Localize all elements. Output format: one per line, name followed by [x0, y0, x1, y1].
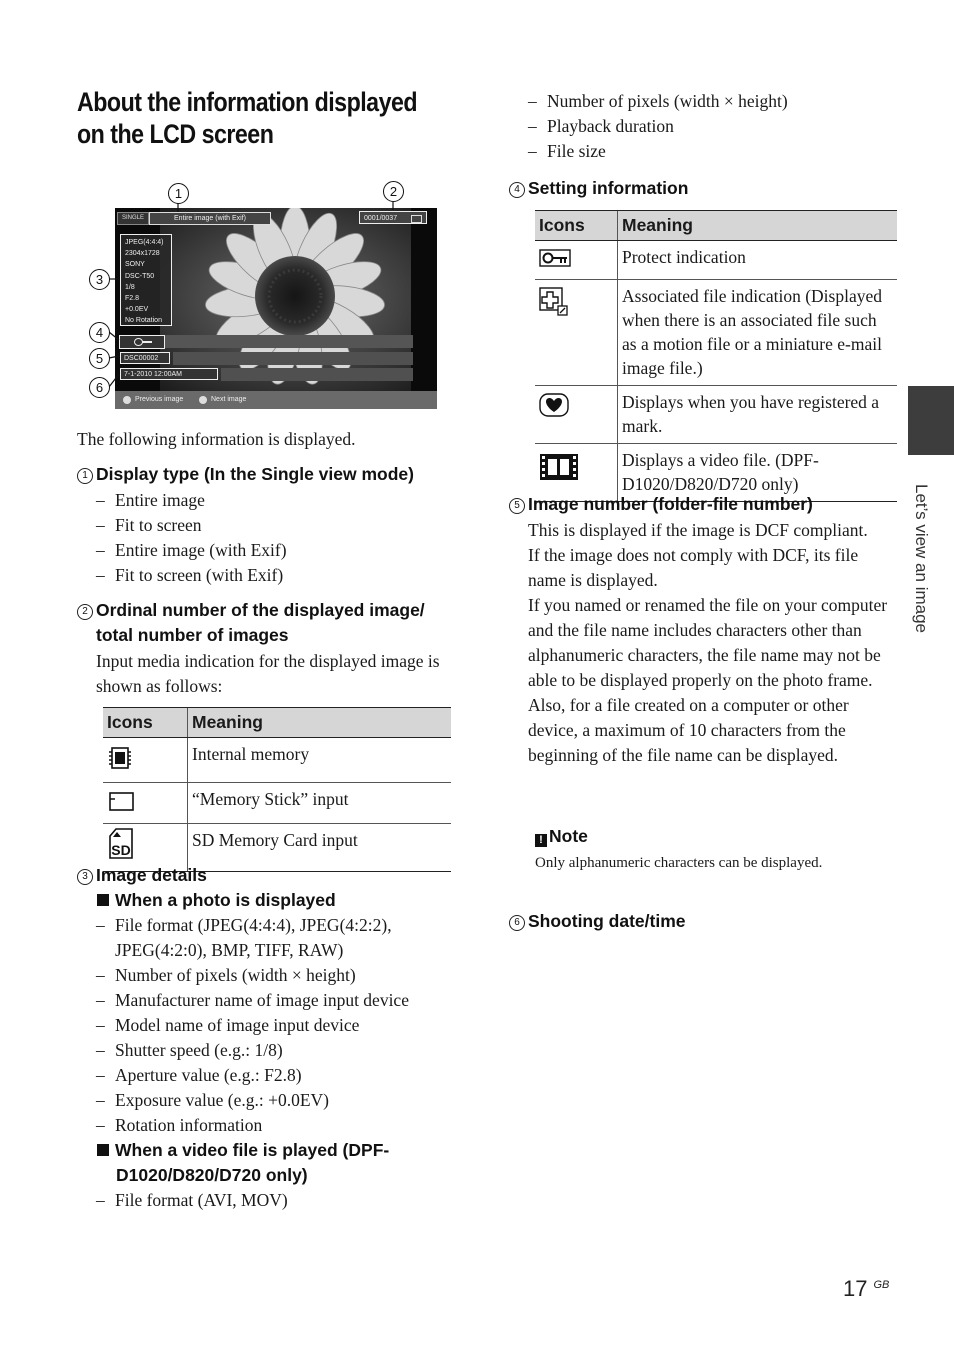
memory-stick-icon: [107, 790, 135, 812]
callout-3: 3: [89, 269, 110, 290]
intro-text: The following information is displayed.: [77, 429, 356, 449]
video-film-icon: [539, 453, 579, 481]
col-meaning-header: Meaning: [188, 708, 452, 738]
page-number: [843, 1276, 889, 1302]
page-number-value: 17: [843, 1276, 868, 1301]
section-6-heading-text: Shooting date/time: [528, 911, 686, 931]
meaning-cell: Protect indication: [618, 241, 898, 280]
section-3-number: 3: [77, 869, 93, 885]
section-5-number: 5: [509, 498, 525, 514]
icon-cell: [535, 386, 618, 444]
list-item: – Aperture value (e.g.: F2.8): [96, 1063, 456, 1088]
callout-4: 4: [89, 322, 110, 343]
display-mode-text: SINGLE: [121, 215, 144, 221]
internal-memory-icon: [107, 745, 133, 771]
note-label: Note: [549, 826, 588, 846]
video-details-list-left: [96, 1188, 456, 1213]
list-item: – File format (JPEG(4:4:4), JPEG(4:2:2), JPEG(4:2:0), BMP, TIFF, RAW): [96, 913, 456, 963]
previous-image-label: Previous image: [135, 396, 184, 403]
section-1-heading-text: Display type (In the Single view mode): [96, 464, 414, 484]
list-item: – Model name of image input device: [96, 1013, 456, 1038]
section-5-heading: [509, 492, 813, 517]
photo-details-list: [96, 913, 456, 1138]
section-2-body: Input media indication for the displayed image is shown as follows:: [96, 651, 440, 696]
page-title: About the information displayed on the LCD screen: [77, 87, 418, 149]
table-row: [103, 783, 451, 824]
meaning-cell: “Memory Stick” input: [188, 783, 452, 824]
list-item: – Exposure value (e.g.: +0.0EV): [96, 1088, 456, 1113]
detail-format: JPEG(4:4:4): [125, 239, 164, 246]
section-5-heading-text: Image number (folder-file number): [528, 494, 813, 514]
sd-card-icon: [107, 828, 135, 860]
setting-info-table: [535, 210, 897, 502]
list-item: – Shutter speed (e.g.: 1/8): [96, 1038, 456, 1063]
meaning-cell: Displays a video file. (DPF-D1020/D820/D720 only): [618, 444, 898, 502]
section-2-number: 2: [77, 604, 93, 620]
col-icons-header: Icons: [535, 211, 618, 241]
callout-1: 1: [168, 183, 189, 204]
list-item: – Fit to screen: [96, 513, 466, 538]
detail-manufacturer: SONY: [125, 261, 145, 269]
associated-file-icon: [539, 287, 569, 317]
section-2-heading-line-1: Ordinal number of the displayed image/: [96, 600, 425, 620]
table-header-row: [103, 708, 451, 738]
icon-cell: [103, 783, 188, 824]
meaning-cell: Internal memory: [188, 738, 452, 783]
section-2-heading: [77, 598, 469, 648]
detail-rotation: No Rotation: [125, 317, 162, 325]
icon-cell: [535, 280, 618, 386]
section-4-number: 4: [509, 182, 525, 198]
svg-text:SD: SD: [111, 842, 131, 858]
video-details-list-right: [528, 89, 888, 164]
section-1-heading: [77, 462, 467, 487]
table-row: [103, 738, 451, 783]
list-item: – File size: [528, 139, 888, 164]
icon-cell: [535, 241, 618, 280]
col-meaning-header: Meaning: [618, 211, 898, 241]
callout-2: 2: [383, 181, 404, 202]
meaning-cell: Displays when you have registered a mark.: [618, 386, 898, 444]
callout-6: 6: [89, 377, 110, 398]
protect-key-icon: [539, 248, 571, 268]
table-row: [535, 386, 897, 444]
callout-5: 5: [89, 348, 110, 369]
filename-box: DSC00002: [120, 352, 170, 364]
square-bullet-icon: [97, 1144, 109, 1156]
display-type-label: Entire image (with Exif): [149, 212, 271, 225]
chapter-side-tab: [908, 386, 954, 455]
detail-pixels: 2304x1728: [125, 250, 160, 258]
note-heading: [535, 824, 588, 849]
page-number-suffix: GB: [873, 1279, 890, 1291]
square-bullet-icon: [97, 894, 109, 906]
section-3-heading-text: Image details: [96, 865, 207, 885]
list-item: – Entire image: [96, 488, 466, 513]
list-item: – File format (AVI, MOV): [96, 1188, 456, 1213]
section-6-heading: [509, 909, 686, 934]
callout-leader-lines: [85, 180, 445, 412]
photo-subheading-text: When a photo is displayed: [115, 890, 336, 910]
icon-cell: [103, 738, 188, 783]
list-item: – Manufacturer name of image input device: [96, 988, 456, 1013]
note-text: Only alphanumeric characters can be displayed.: [535, 855, 823, 871]
list-item: – Number of pixels (width × height): [528, 89, 888, 114]
lcd-screen-illustration: [85, 180, 445, 412]
meaning-cell: Associated file indication (Displayed when there is an associated file such as a motion file or a miniature e-mail image file.): [618, 280, 898, 386]
image-counter-text: 0001/0037: [364, 215, 398, 222]
detail-aperture: F2.8: [125, 295, 140, 303]
list-item: – Rotation information: [96, 1113, 456, 1138]
section-6-number: 6: [509, 915, 525, 931]
meaning-cell: SD Memory Card input: [188, 824, 452, 872]
detail-exposure: +0.0EV: [125, 306, 149, 314]
list-item: – Fit to screen (with Exif): [96, 563, 466, 588]
chapter-side-label: Let’s view an image: [912, 484, 931, 633]
table-row: [535, 280, 897, 386]
section-2-heading-line-2: total number of images: [96, 625, 289, 645]
heart-mark-icon: [539, 393, 569, 417]
datetime-box: 7-1-2010 12:00AM: [120, 368, 218, 380]
section-4-heading-text: Setting information: [528, 178, 689, 198]
next-image-label: Next image: [211, 396, 247, 403]
section-3-heading: [77, 863, 207, 888]
table-header-row: [535, 211, 897, 241]
input-media-table: [103, 707, 451, 872]
detail-model: DSC-T50: [125, 272, 155, 280]
list-item: – Playback duration: [528, 114, 888, 139]
section-5-body: This is displayed if the image is DCF compliant. If the image does not comply with DCF, its file name is displayed. If you named or renamed the file on your computer and the file name includes characters other than alphanumeric characters, the file name may not be able to be displayed properly on the photo frame. Also, for a file created on a computer or other device, a maximum of 10 characters from the beginning of the file name can be displayed.: [528, 520, 888, 765]
list-item: – Number of pixels (width × height): [96, 963, 456, 988]
list-item: – Entire image (with Exif): [96, 538, 466, 563]
detail-shutter: 1/8: [125, 283, 135, 291]
col-icons-header: Icons: [103, 708, 188, 738]
section-1-number: 1: [77, 468, 93, 484]
photo-subheading: [97, 888, 336, 913]
table-row: [535, 241, 897, 280]
note-icon: !: [535, 834, 547, 847]
video-subheading: [97, 1138, 447, 1188]
display-type-list: [96, 488, 466, 588]
section-4-heading: [509, 176, 688, 201]
video-subheading-text: When a video file is played (DPF-D1020/D820/D720 only): [115, 1140, 390, 1185]
